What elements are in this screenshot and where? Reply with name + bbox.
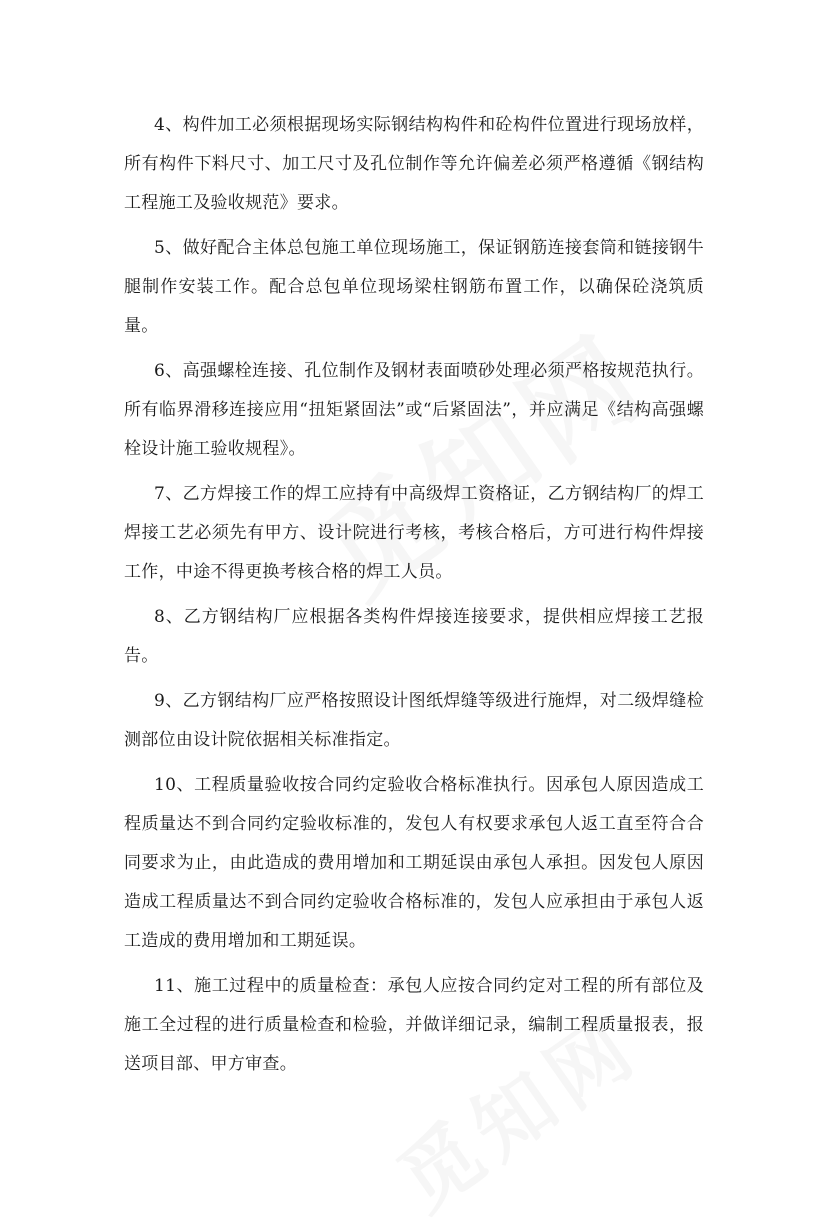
paragraph-9: 9、乙方钢结构厂应严格按照设计图纸焊缝等级进行施焊，对二级焊缝检测部位由设计院依据相关标准指定。 xyxy=(124,691,704,750)
document-body xyxy=(124,106,704,1090)
paragraph-10: 10、工程质量验收按合同约定验收合格标准执行。因承包人原因造成工程质量达不到合同约定验收标准的，发包人有权要求承包人返工直至符合合同要求为止，由此造成的费用增加和工期延误由承包人承担。因发包人原因造成工程质量达不到合同约定验收合格标准的，发包人应承担由于承包人返工造成的费用增加和工期延误。 xyxy=(124,775,704,951)
paragraph-4: 4、构件加工必须根据现场实际钢结构构件和砼构件位置进行现场放样，所有构件下料尺寸、加工尺寸及孔位制作等允许偏差必须严格遵循《钢结构工程施工及验收规范》要求。 xyxy=(124,115,704,213)
paragraph-11: 11、施工过程中的质量检查：承包人应按合同约定对工程的所有部位及施工全过程的进行质量检查和检验，并做详细记录，编制工程质量报表，报送项目部、甲方审查。 xyxy=(124,976,704,1074)
paragraph-5: 5、做好配合主体总包施工单位现场施工，保证钢筋连接套筒和链接钢牛腿制作安装工作。配合总包单位现场梁柱钢筋布置工作，以确保砼浇筑质量。 xyxy=(124,238,704,336)
paragraph-6: 6、高强螺栓连接、孔位制作及钢材表面喷砂处理必须严格按规范执行。所有临界滑移连接应用“扭矩紧固法”或“后紧固法”，并应满足《结构高强螺栓设计施工验收规程》。 xyxy=(124,361,704,459)
paragraph-8: 8、乙方钢结构厂应根据各类构件焊接连接要求，提供相应焊接工艺报告。 xyxy=(124,607,704,666)
paragraph-7: 7、乙方焊接工作的焊工应持有中高级焊工资格证，乙方钢结构厂的焊工焊接工艺必须先有甲方、设计院进行考核，考核合格后，方可进行构件焊接工作，中途不得更换考核合格的焊工人员。 xyxy=(124,484,704,582)
